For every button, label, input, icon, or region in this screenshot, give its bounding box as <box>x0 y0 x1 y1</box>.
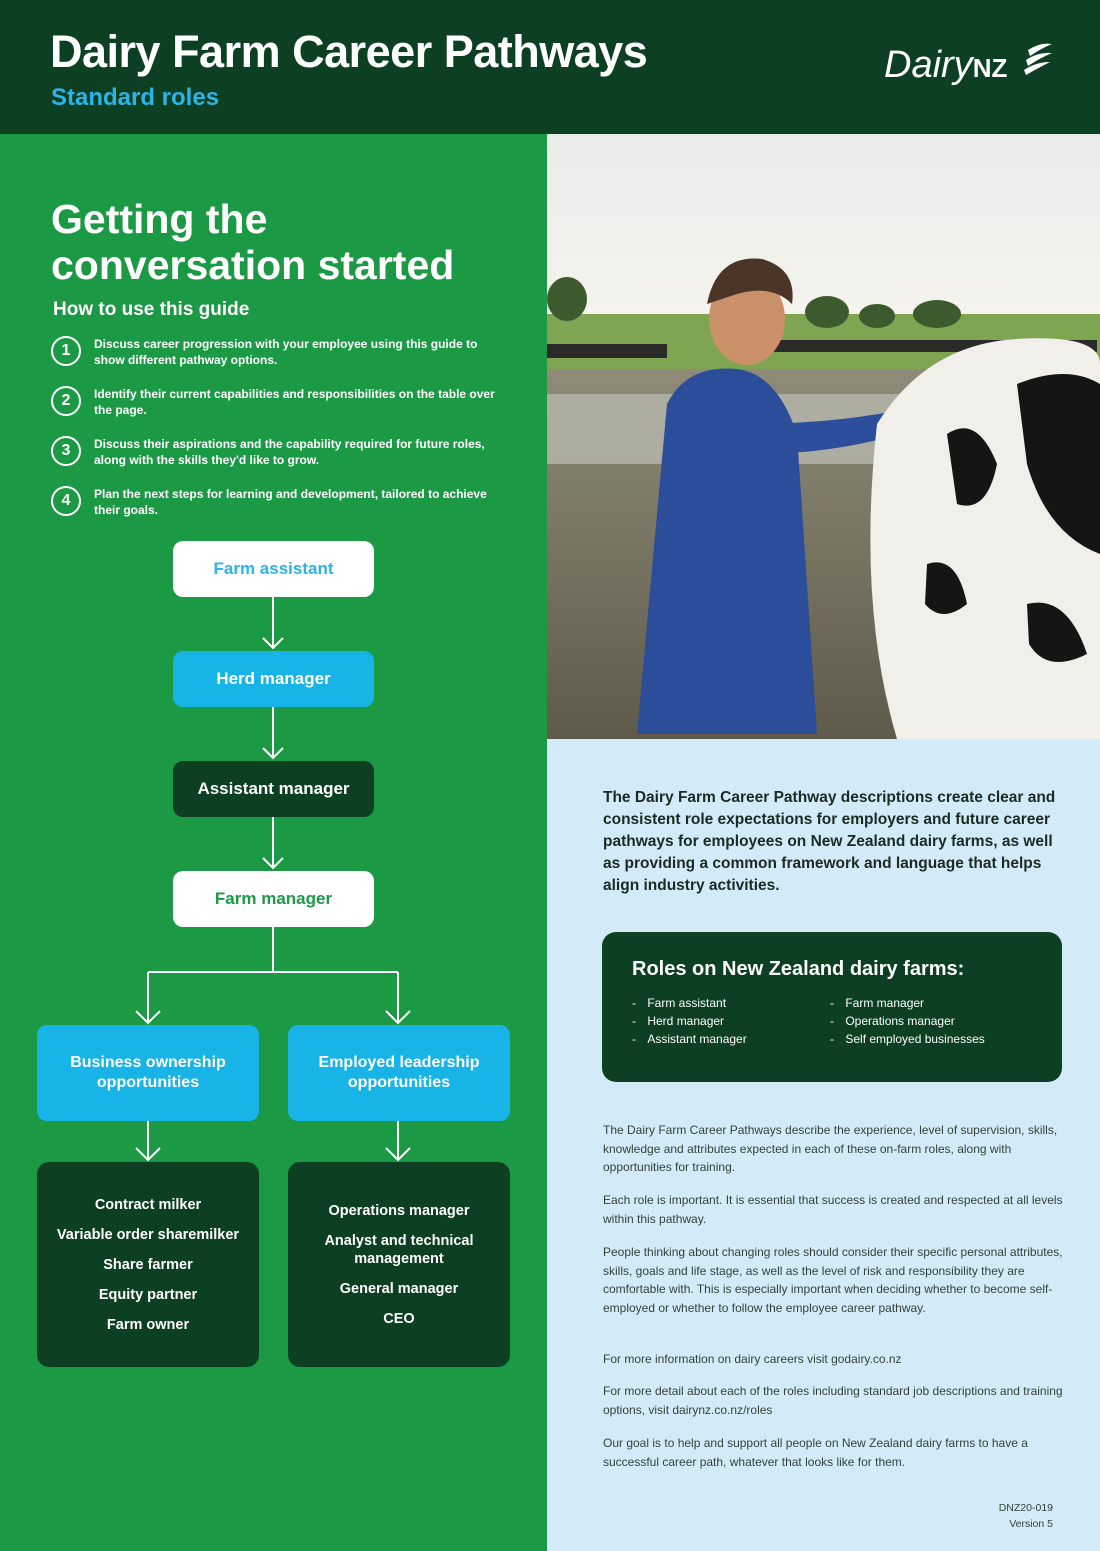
body-paragraph: The Dairy Farm Career Pathways describe the experience, level of supervision, skills, knowledge and attributes expected in each of these on-farm roles, along with opportunities for training. <box>603 1123 1058 1174</box>
role-farm-assistant: Farm assistant <box>173 541 374 597</box>
employed-leadership-box: Employed leadership opportunities <box>288 1025 510 1121</box>
farm-scene-image <box>547 134 1100 739</box>
document-version: Version 5 <box>1009 1518 1053 1530</box>
list-item: Operations manager <box>328 1202 470 1219</box>
step-number: 3 <box>51 436 81 466</box>
list-item: - Farm manager <box>830 994 985 1012</box>
logo-suffix: NZ <box>972 53 1008 83</box>
list-item: Equity partner <box>98 1286 198 1303</box>
leadership-roles-list <box>288 1162 510 1367</box>
step-text: Discuss their aspirations and the capability required for future roles, along with the skills they'd like to grow. <box>94 437 485 467</box>
step-text: Discuss career progression with your employee using this guide to show different pathway options. <box>94 337 478 367</box>
roles-list-left <box>632 994 747 1048</box>
roles-title: Roles on New Zealand dairy farms: <box>632 958 965 980</box>
page-subtitle: Standard roles <box>51 84 220 111</box>
list-item: Share farmer <box>103 1256 193 1273</box>
list-item: - Operations manager <box>830 1012 985 1030</box>
list-item: Variable order sharemilker <box>56 1226 240 1243</box>
roles-box <box>602 932 1062 1082</box>
list-item: - Herd manager <box>632 1012 747 1030</box>
list-item: - Farm assistant <box>632 994 747 1012</box>
section-heading: Getting the conversation started <box>51 196 455 288</box>
guide-subheading: How to use this guide <box>53 299 250 320</box>
dairynz-logo <box>884 40 1059 90</box>
list-item: Farm owner <box>106 1316 190 1333</box>
list-item: - Self employed businesses <box>830 1030 985 1048</box>
list-item: General manager <box>339 1280 459 1297</box>
intro-text: The Dairy Farm Career Pathway descriptions create clear and consistent role expectations for employers and future career pathways for employees on New Zealand dairy farms, as well as providing a common framework and language that helps align industry activities. <box>603 789 1056 894</box>
body-paragraph: Our goal is to help and support all people on New Zealand dairy farms to have a successful career path, whatever that looks like for them. <box>603 1436 1028 1469</box>
list-item: Analyst and technical management <box>324 1232 474 1267</box>
logo-stripes-icon <box>1024 40 1054 76</box>
role-farm-manager: Farm manager <box>173 871 374 927</box>
body-paragraph: For more information on dairy careers visit godairy.co.nz <box>603 1352 902 1366</box>
business-ownership-box: Business ownership opportunities <box>37 1025 259 1121</box>
role-herd-manager: Herd manager <box>173 651 374 707</box>
step-text: Plan the next steps for learning and development, tailored to achieve their goals. <box>94 487 487 517</box>
step-number: 1 <box>51 336 81 366</box>
document-code: DNZ20-019 <box>998 1502 1053 1514</box>
ownership-roles-list <box>37 1162 259 1367</box>
list-item: - Assistant manager <box>632 1030 747 1048</box>
body-paragraph: For more detail about each of the roles including standard job descriptions and training options, visit dairynz.co.nz/roles <box>603 1384 1063 1417</box>
roles-list-right <box>830 994 985 1048</box>
body-paragraph: People thinking about changing roles should consider their specific personal attributes, skills, goals and life stage, as well as the level of risk and responsibility they are comfortable with. This is especially important when deciding whether to become self-employed or whether to follow the employee career pathway. <box>603 1245 1063 1315</box>
list-item: CEO <box>383 1310 415 1327</box>
logo-name: Dairy <box>884 44 973 86</box>
step-number: 2 <box>51 386 81 416</box>
body-paragraph: Each role is important. It is essential that success is created and respected at all levels within this pathway. <box>603 1193 1063 1226</box>
role-assistant-manager: Assistant manager <box>173 761 374 817</box>
list-item: Contract milker <box>94 1196 202 1213</box>
farmer-with-cow-photo <box>547 134 1100 739</box>
step-text: Identify their current capabilities and responsibilities on the table over the page. <box>94 387 495 417</box>
page-title: Dairy Farm Career Pathways <box>50 26 648 77</box>
step-number: 4 <box>51 486 81 516</box>
document-reference <box>999 1500 1053 1532</box>
